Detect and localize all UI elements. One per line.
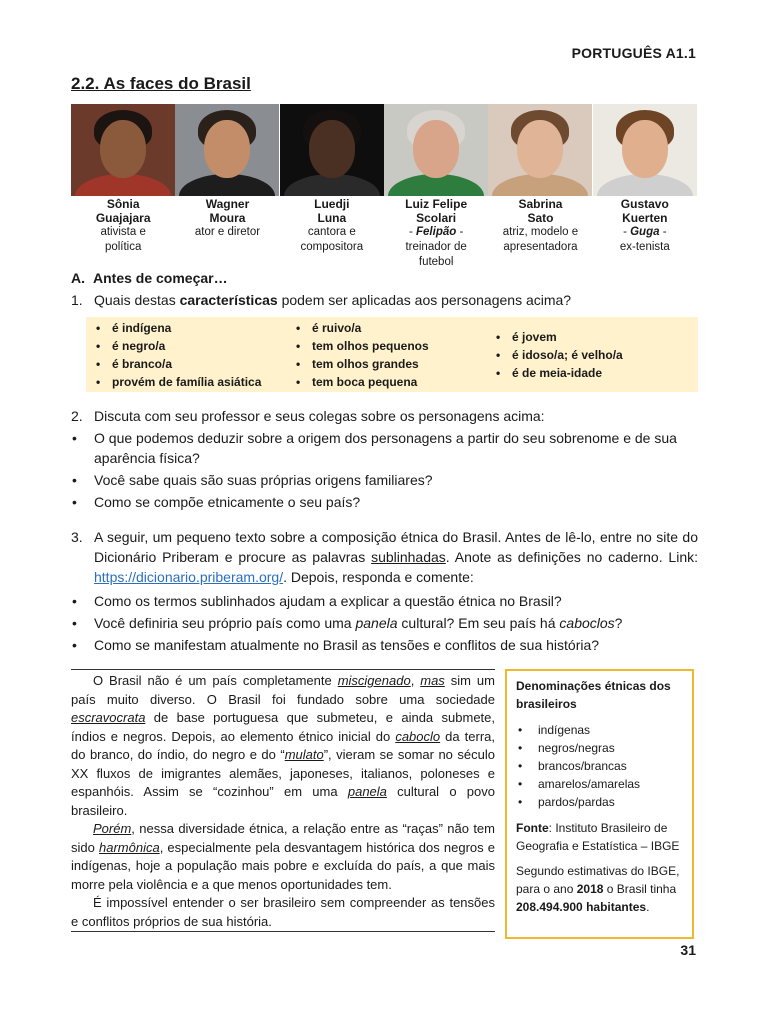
list-item: • indígenas [516,721,683,739]
characteristic-item: • é idoso/a; é velho/a [492,346,623,364]
person-card [488,104,592,270]
list-item: • brancos/brancas [516,757,683,775]
question-2: 2. Discuta com seu professor e seus colegas sobre os personagens acima: [71,408,545,424]
person-photo [71,104,175,196]
person-name: Luedji Luna [314,197,350,225]
person-description: - Guga - ex-tenista [619,226,670,253]
question-3-bullet: • Você definiria seu próprio país como uma panela cultural? Em seu país há caboclos? [72,615,623,631]
box-title: Denominações étnicas dos brasileiros [516,679,671,711]
course-header: PORTUGUÊS A1.1 [571,45,696,61]
characteristic-item: • provém de família asiática [92,373,261,391]
denominations-list [516,721,683,811]
person-name: Luiz Felipe Scolari [405,197,468,225]
person-name: Gustavo Kuerten [620,197,669,225]
person-nickname: Felipão [416,226,457,238]
characteristic-item: • é branco/a [92,355,261,373]
section-title: 2.2. As faces do Brasil [71,74,251,93]
person-name: Sabrina Sato [518,197,563,225]
page-number: 31 [680,942,696,958]
question-3-bullet: • Como os termos sublinhados ajudam a explicar a questão étnica no Brasil? [72,593,562,609]
characteristic-item: • é ruivo/a [292,319,429,337]
question-1: 1. Quais destas características podem ser aplicadas aos personagens acima? [71,292,572,308]
characteristics-column [292,319,429,391]
question-3-bullet: • Como se manifestam atualmente no Brasil as tensões e conflitos de sua história? [72,637,600,653]
characteristic-item: • é indígena [92,319,261,337]
person-photo [488,104,592,196]
person-description: ativista e política [100,226,146,253]
person-photo [175,104,279,196]
reading-text [71,669,495,932]
person-name: Sônia Guajajara [95,197,151,225]
person-card [384,104,488,270]
person-photo [384,104,488,196]
source-note: Fonte: Instituto Brasileiro de Geografia e Estatística – IBGE [516,821,680,853]
person-description: ator e diretor [194,226,261,238]
characteristics-column [492,328,623,382]
paragraph: É impossível entender o ser brasileiro sem compreender as tensões e conflitos próprios de sua história. [71,895,495,929]
person-name: Wagner Moura [205,197,250,225]
characteristic-item: • é jovem [492,328,623,346]
question-2-bullet: • Como se compõe etnicamente o seu país? [72,494,361,510]
list-item: • amarelos/amarelas [516,775,683,793]
characteristic-item: • é de meia-idade [492,364,623,382]
characteristics-box [86,317,698,392]
characteristic-item: • é negro/a [92,337,261,355]
person-description: cantora e compositora [300,226,364,253]
question-2-bullet: • Você sabe quais são suas próprias origens familiares? [72,472,433,488]
person-description: atriz, modelo e apresentadora [502,226,579,253]
person-card [593,104,697,270]
list-item: • negros/negras [516,739,683,757]
people-gallery [71,104,697,270]
paragraph: Porém, nessa diversidade étnica, a relação entre as “raças” não tem sido harmônica, especialmente pela desvantagem histórica dos negros e indígenas, hoje a população mais pobre e excluída do país, a que mais morre pela violência e a que menos oportunidades tem. [71,821,495,892]
person-nickname: Guga [630,226,660,238]
characteristic-item: • tem olhos pequenos [292,337,429,355]
person-card [175,104,279,270]
characteristic-item: • tem boca pequena [292,373,429,391]
person-card [71,104,175,270]
population-estimate: Segundo estimativas do IBGE, para o ano 2018 o Brasil tinha 208.494.900 habitantes. [516,864,680,914]
person-card [280,104,384,270]
person-photo [593,104,697,196]
characteristics-column [92,319,261,391]
section-a-heading: A. Antes de começar… [71,270,228,286]
list-item: • pardos/pardas [516,793,683,811]
person-photo [280,104,384,196]
ethnic-denominations-box [505,669,694,939]
priberam-link[interactable]: https://dicionario.priberam.org/ [94,569,284,585]
paragraph: O Brasil não é um país completamente miscigenado, mas sim um país muito diverso. O Brasil foi fundado sobre uma sociedade escravocrata de base portuguesa que submeteu, e ainda submete, índios e negros. Depois, ao elemento étnico inicial do caboclo da terra, do branco, do índio, do negro e do “mulato”, vieram se somar no século XX fluxos de imigrantes alemães, japoneses, italianos, poloneses e espanhóis. Assim se “cozinhou” em uma panela cultural o povo brasileiro. [71,673,496,818]
question-2-bullet: • O que podemos deduzir sobre a origem dos personagens a partir do seu sobrenome e de sua aparência física? [72,430,677,466]
question-3: 3. A seguir, um pequeno texto sobre a composição étnica do Brasil. Antes de lê-lo, entre no site do Dicionário Priberam e procure as palavras sublinhadas. Anote as definições no caderno. Link: https://dicionario.priberam.org/. Depois, responda e comente: [71,529,699,585]
characteristic-item: • tem olhos grandes [292,355,429,373]
person-description: - Felipão - treinador de futebol [405,226,467,268]
